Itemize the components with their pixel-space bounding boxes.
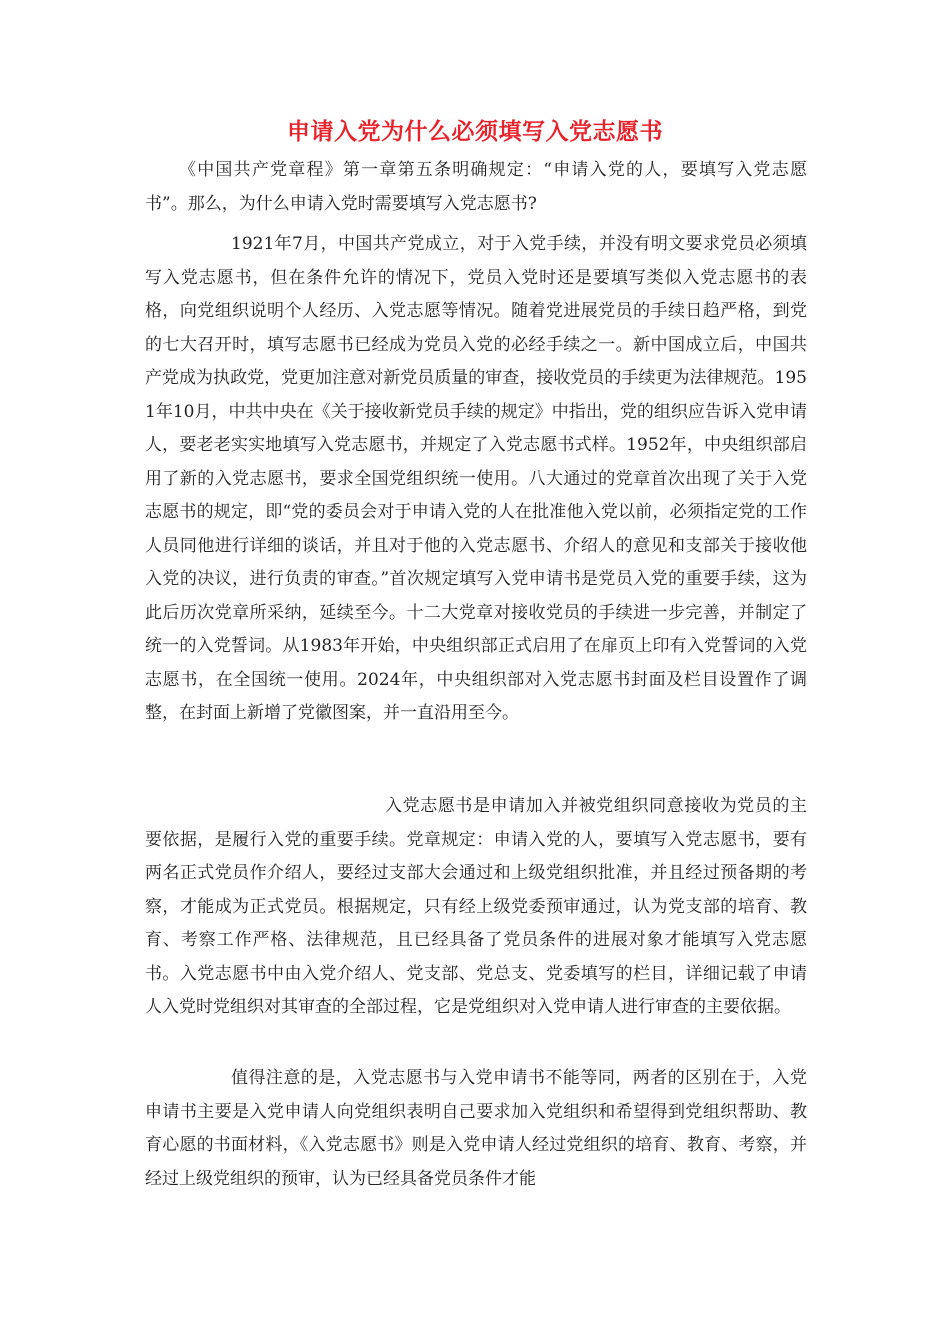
paragraph-importance: 入党志愿书是申请加入并被党组织同意接收为党员的主要依据，是履行入党的重要手续。党章规定：申请入党的人，要填写入党志愿书，要有两名正式党员作介绍人，要经过支部大会通过和上级党组织批准，并且经过预备期的考察，才能成为正式党员。根据规定，只有经上级党委预审通过，认为党支部的培育、教育、考察工作严格、法律规范，且已经具备了党员条件的进展对象才能填写入党志愿书。入党志愿书中由入党介绍人、党支部、党总支、党委填写的栏目，详细记载了申请人入党时党组织对其审查的全部过程，它是党组织对入党申请人进行审查的主要依据。 <box>145 796 807 1017</box>
document-title: 申请入党为什么必须填写入党志愿书 <box>287 119 663 145</box>
paragraph-history: 1921年7月，中国共产党成立，对于入党手续，并没有明文要求党员必须填写入党志愿书，但在条件允许的情况下，党员入党时还是要填写类似入党志愿书的表格，向党组织说明个人经历、入党志愿等情况。随着党进展党员的手续日趋严格，到党的七大召开时，填写志愿书已经成为党员入党的必经手续之一。新中国成立后，中国共产党成为执政党，党更加注意对新党员质量的审查，接收党员的手续更为法律规范。1951年10月，中共中央在《关于接收新党员手续的规定》中指出，党的组织应告诉入党申请人，要老老实实地填写入党志愿书，并规定了入党志愿书式样。1952年，中央组织部启用了新的入党志愿书，要求全国党组织统一使用。八大通过的党章首次出现了关于入党志愿书的规定，即“党的委员会对于申请入党的人在批准他入党以前，必须指定党的工作人员同他进行详细的谈话，并且对于他的入党志愿书、介绍人的意见和支部关于接收他入党的决议，进行负责的审查。”首次规定填写入党申请书是党员入党的重要手续，这为此后历次党章所采纳，延续至今。十二大党章对接收党员的手续进一步完善，并制定了统一的入党誓词。从1983年开始，中央组织部正式启用了在扉页上印有入党誓词的入党志愿书，在全国统一使用。2024年，中央组织部对入党志愿书封面及栏目设置作了调整，在封面上新增了党徽图案，并一直沿用至今。 <box>145 234 807 723</box>
paragraph-intro: 《中国共产党章程》第一章第五条明确规定：“申请入党的人，要填写入党志愿书”。那么，为什么申请入党时需要填写入党志愿书? <box>145 160 807 214</box>
paragraph-difference: 值得注意的是，入党志愿书与入党申请书不能等同，两者的区别在于，入党申请书主要是入党申请人向党组织表明自己要求加入党组织和希望得到党组织帮助、教育心愿的书面材料，《入党志愿书》则是入党申请人经过党组织的培育、教育、考察，并经过上级党组织的预审，认为已经具备党员条件才能 <box>145 1068 807 1189</box>
